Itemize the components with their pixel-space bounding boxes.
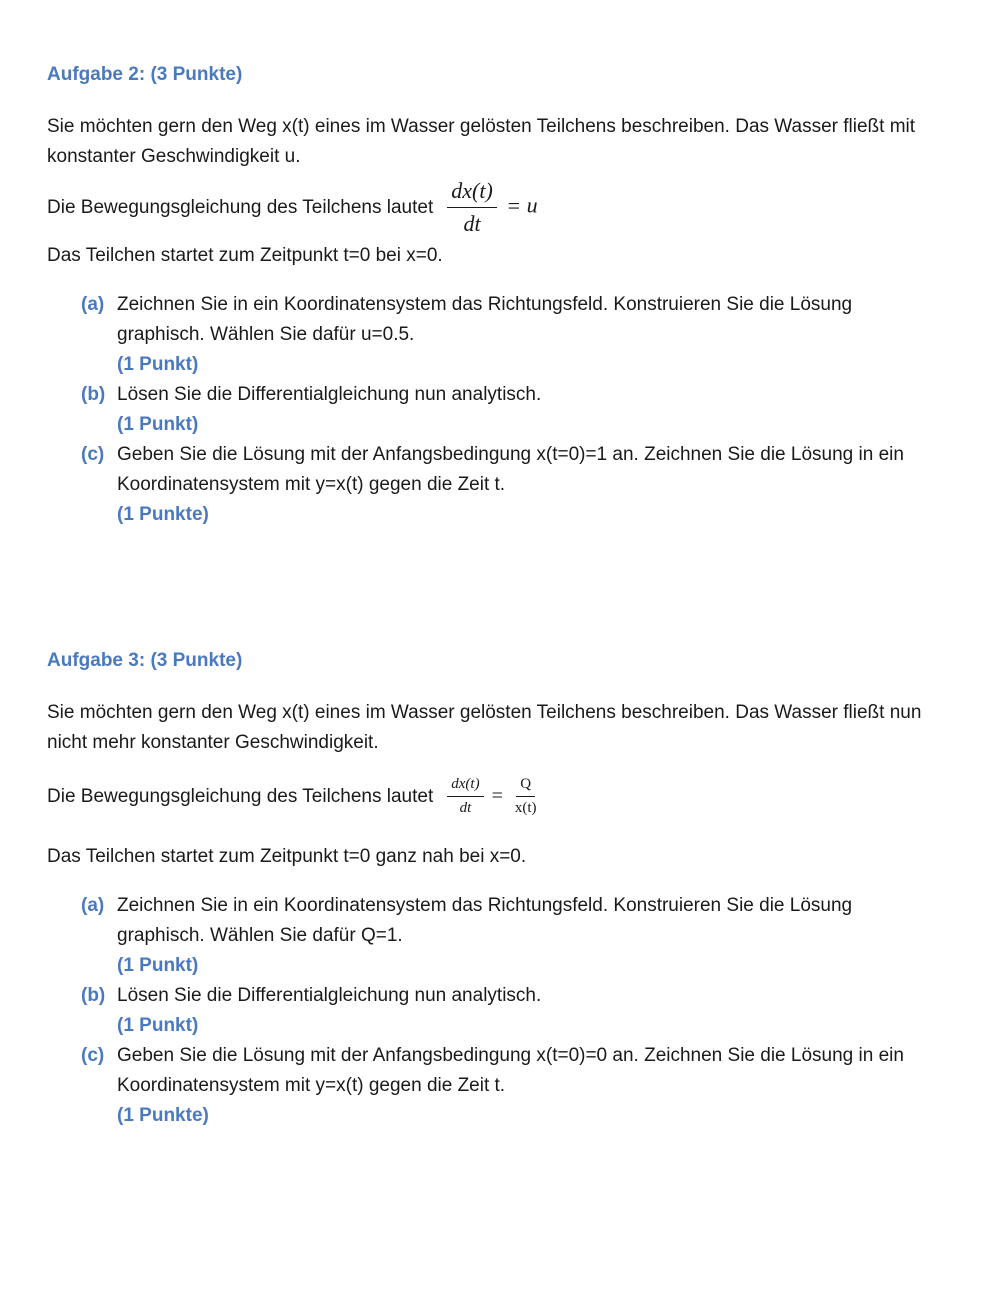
aufgabe2-fraction: [447, 178, 497, 237]
aufgabe2-item-c: [81, 440, 931, 530]
aufgabe2-numerator: dx(t): [447, 178, 497, 208]
aufgabe2-equation: [447, 178, 537, 237]
aufgabe3-item-a: [81, 891, 931, 981]
item-text: Geben Sie die Lösung mit der Anfangsbedingung x(t=0)=0 an. Zeichnen Sie die Lösung in ein Koordinatensystem mit y=x(t) gegen die Zeit t.: [117, 1045, 904, 1096]
item-points: (1 Punkt): [117, 955, 199, 976]
aufgabe2-heading: Aufgabe 2: (3 Punkte): [47, 64, 243, 85]
item-text: Zeichnen Sie in ein Koordinatensystem das Richtungsfeld. Konstruieren Sie die Lösung graphisch. Wählen Sie dafür Q=1.: [117, 895, 853, 946]
item-text: Lösen Sie die Differentialgleichung nun analytisch.: [117, 985, 542, 1006]
aufgabe3-equation: [447, 776, 540, 817]
item-points: (1 Punkt): [117, 1015, 199, 1036]
item-letter: (a): [81, 294, 105, 315]
item-points: (1 Punkte): [117, 1105, 209, 1126]
item-letter: (b): [81, 384, 106, 405]
item-letter: (b): [81, 985, 106, 1006]
aufgabe3-rhs-fraction: [511, 776, 541, 817]
aufgabe2-start: Das Teilchen startet zum Zeitpunkt t=0 bei x=0.: [47, 245, 443, 266]
aufgabe3-heading: Aufgabe 3: (3 Punkte): [47, 650, 243, 671]
item-text: Lösen Sie die Differentialgleichung nun analytisch.: [117, 384, 542, 405]
aufgabe3-equals: =: [491, 785, 503, 807]
item-points: (1 Punkt): [117, 414, 199, 435]
item-points: (1 Punkte): [117, 504, 209, 525]
item-points: (1 Punkt): [117, 354, 199, 375]
aufgabe3-lhs-numerator: dx(t): [447, 776, 483, 797]
aufgabe3-item-b: [81, 981, 931, 1041]
aufgabe3-start: Das Teilchen startet zum Zeitpunkt t=0 ganz nah bei x=0.: [47, 846, 527, 867]
item-text: Zeichnen Sie in ein Koordinatensystem das Richtungsfeld. Konstruieren Sie die Lösung graphisch. Wählen Sie dafür u=0.5.: [117, 294, 853, 345]
aufgabe2-denominator: dt: [463, 211, 481, 236]
aufgabe3-lhs-denominator: dt: [459, 800, 472, 816]
aufgabe3-lhs-fraction: [447, 776, 483, 817]
aufgabe2-rhs: u: [526, 192, 538, 218]
item-text: Geben Sie die Lösung mit der Anfangsbedingung x(t=0)=1 an. Zeichnen Sie die Lösung in ein Koordinatensystem mit y=x(t) gegen die Zeit t.: [117, 444, 904, 495]
aufgabe3-rhs-numerator: Q: [516, 776, 535, 797]
item-letter: (c): [81, 1045, 105, 1066]
aufgabe3-item-c: [81, 1041, 931, 1131]
aufgabe3-equation-line: [47, 776, 541, 817]
aufgabe3-rhs-denominator: x(t): [514, 800, 537, 816]
aufgabe3-intro: Sie möchten gern den Weg x(t) eines im Wasser gelösten Teilchens beschreiben. Das Wasser fließt nun nicht mehr konstanter Geschwindigkeit.: [47, 702, 922, 753]
aufgabe2-intro: Sie möchten gern den Weg x(t) eines im Wasser gelösten Teilchens beschreiben. Das Wasser fließt mit konstanter Geschwindigkeit u.: [47, 116, 916, 167]
item-letter: (a): [81, 895, 105, 916]
aufgabe2-item-a: [81, 290, 931, 380]
aufgabe3-equation-label: Die Bewegungsgleichung des Teilchens lautet: [47, 785, 434, 807]
item-letter: (c): [81, 444, 105, 465]
aufgabe2-equation-label: Die Bewegungsgleichung des Teilchens lautet: [47, 196, 434, 218]
aufgabe2-equation-line: [47, 178, 538, 237]
aufgabe2-item-b: [81, 380, 931, 440]
aufgabe2-equals: =: [506, 192, 522, 218]
